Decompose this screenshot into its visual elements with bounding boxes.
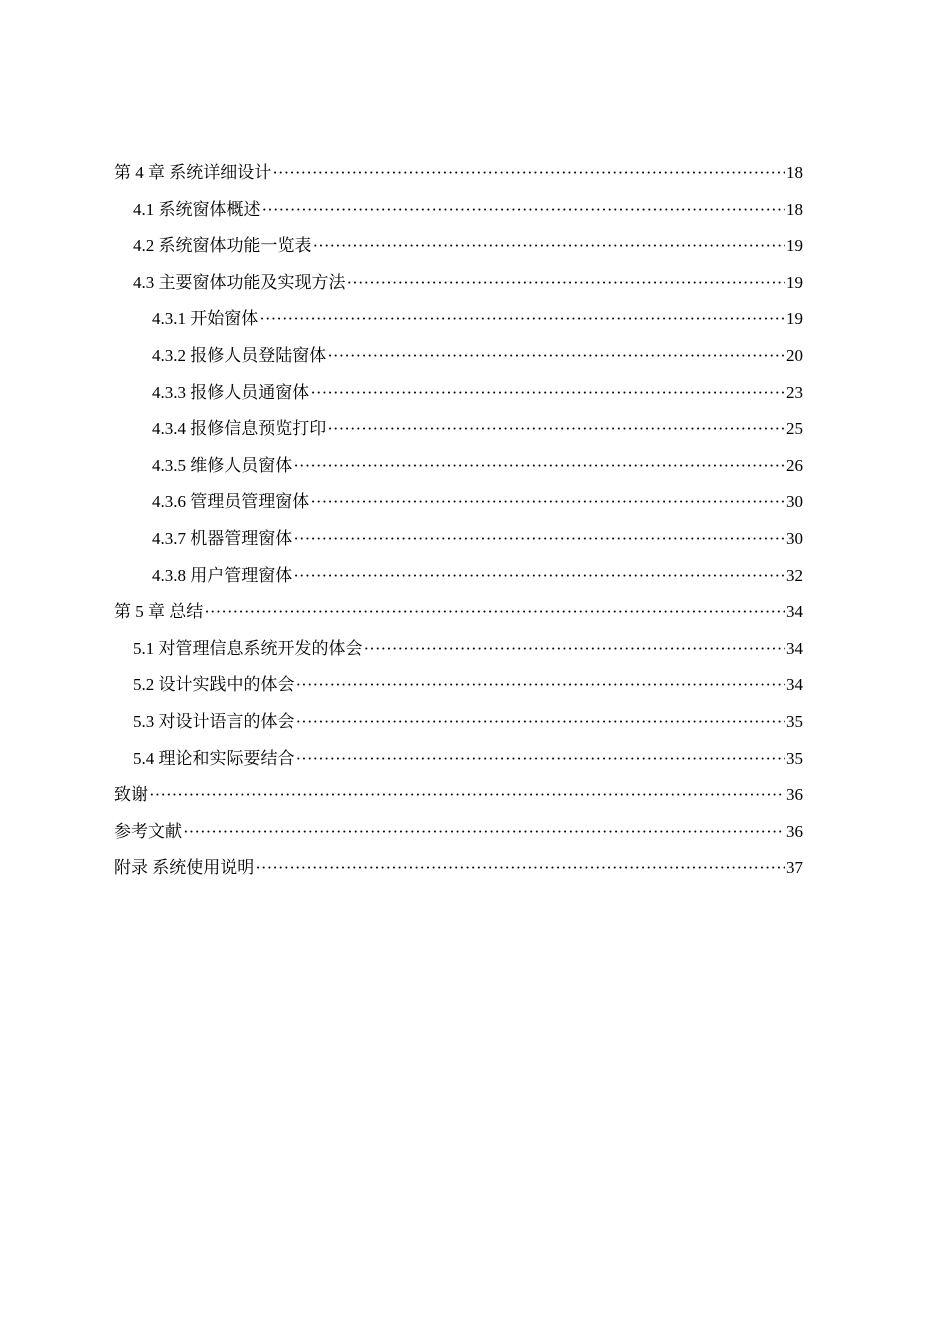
toc-entry-4-3-7[interactable] <box>114 521 803 558</box>
toc-entry-chapter-5[interactable] <box>114 594 803 631</box>
toc-page-number: 30 <box>786 528 803 548</box>
toc-page-number: 37 <box>786 858 803 878</box>
toc-entry-acknowledgements[interactable] <box>114 777 803 814</box>
toc-entry-title: 4.3.6 管理员管理窗体 <box>152 492 310 512</box>
toc-page-number: 25 <box>786 419 803 439</box>
toc-page-number: 19 <box>786 309 803 329</box>
toc-entry-5-1[interactable] <box>114 631 803 668</box>
toc-dot-leader <box>296 704 786 741</box>
toc-page-number: 34 <box>786 638 803 658</box>
toc-dot-leader <box>296 667 786 704</box>
toc-dot-leader <box>272 155 785 192</box>
toc-entry-4-3-8[interactable] <box>114 558 803 595</box>
toc-dot-leader <box>327 338 785 375</box>
toc-page-number: 35 <box>786 748 803 768</box>
toc-dot-leader <box>327 411 785 448</box>
toc-entry-title: 附录 系统使用说明 <box>114 858 255 878</box>
toc-entry-title: 致谢 <box>114 785 148 805</box>
toc-page-number: 34 <box>786 602 803 622</box>
toc-entry-5-3[interactable] <box>114 704 803 741</box>
toc-page-number: 18 <box>786 163 803 182</box>
toc-entry-title: 4.3.4 报修信息预览打印 <box>152 419 327 439</box>
toc-entry-4-2[interactable] <box>114 228 803 265</box>
toc-page-number: 35 <box>786 711 803 731</box>
toc-dot-leader <box>262 192 786 229</box>
toc-dot-leader <box>364 631 786 668</box>
toc-dot-leader <box>296 741 786 778</box>
toc-dot-leader <box>149 777 785 814</box>
toc-entry-references[interactable] <box>114 814 803 851</box>
toc-entry-4-3-6[interactable] <box>114 484 803 521</box>
toc-entry-title: 4.3.7 机器管理窗体 <box>152 528 293 548</box>
toc-entry-title: 4.3.5 维修人员窗体 <box>152 455 293 475</box>
toc-page-number: 36 <box>786 821 803 841</box>
toc-entry-title: 4.3.1 开始窗体 <box>152 309 259 329</box>
toc-page-number: 20 <box>786 345 803 365</box>
toc-entry-title: 4.1 系统窗体概述 <box>133 199 261 219</box>
toc-entry-title: 第 5 章 总结 <box>114 602 204 622</box>
toc-dot-leader <box>293 521 785 558</box>
toc-page-number: 19 <box>786 236 803 256</box>
toc-dot-leader <box>183 814 785 851</box>
toc-page-number: 23 <box>786 382 803 402</box>
toc-entry-title: 4.2 系统窗体功能一览表 <box>133 236 312 256</box>
toc-page-number: 34 <box>786 675 803 695</box>
toc-entry-4-3-5[interactable] <box>114 448 803 485</box>
toc-entry-appendix[interactable] <box>114 850 803 887</box>
toc-entry-4-3-2[interactable] <box>114 338 803 375</box>
toc-dot-leader <box>293 558 785 595</box>
toc-entry-title: 4.3.3 报修人员通窗体 <box>152 382 310 402</box>
toc-entry-title: 第 4 章 系统详细设计 <box>114 163 272 182</box>
toc-entry-title: 4.3 主要窗体功能及实现方法 <box>133 272 346 292</box>
toc-entry-4-1[interactable] <box>114 192 803 229</box>
toc-dot-leader <box>293 448 785 485</box>
toc-page-number: 32 <box>786 565 803 585</box>
toc-entry-title: 5.4 理论和实际要结合 <box>133 748 295 768</box>
toc-entry-5-2[interactable] <box>114 667 803 704</box>
toc-page-number: 19 <box>786 272 803 292</box>
toc-entry-4-3-1[interactable] <box>114 301 803 338</box>
toc-page-number: 18 <box>786 199 803 219</box>
toc-entry-4-3-3[interactable] <box>114 375 803 412</box>
toc-page-number: 30 <box>786 492 803 512</box>
toc-entry-title: 4.3.8 用户管理窗体 <box>152 565 293 585</box>
toc-dot-leader <box>310 375 785 412</box>
toc-dot-leader <box>347 265 786 302</box>
toc-entry-title: 4.3.2 报修人员登陆窗体 <box>152 345 327 365</box>
toc-entry-title: 5.3 对设计语言的体会 <box>133 711 295 731</box>
toc-page-number: 26 <box>786 455 803 475</box>
toc-dot-leader <box>313 228 786 265</box>
toc-dot-leader <box>310 484 785 521</box>
toc-entry-chapter-4[interactable] <box>114 155 803 192</box>
toc-entry-title: 参考文献 <box>114 821 182 841</box>
toc-entry-4-3-4[interactable] <box>114 411 803 448</box>
toc-entry-title: 5.1 对管理信息系统开发的体会 <box>133 638 363 658</box>
toc-entry-5-4[interactable] <box>114 741 803 778</box>
toc-entry-title: 5.2 设计实践中的体会 <box>133 675 295 695</box>
toc-dot-leader <box>255 850 785 887</box>
toc-dot-leader <box>259 301 785 338</box>
toc-entry-4-3[interactable] <box>114 265 803 302</box>
toc-dot-leader <box>204 594 785 631</box>
table-of-contents <box>114 155 803 887</box>
toc-page-number: 36 <box>786 785 803 805</box>
